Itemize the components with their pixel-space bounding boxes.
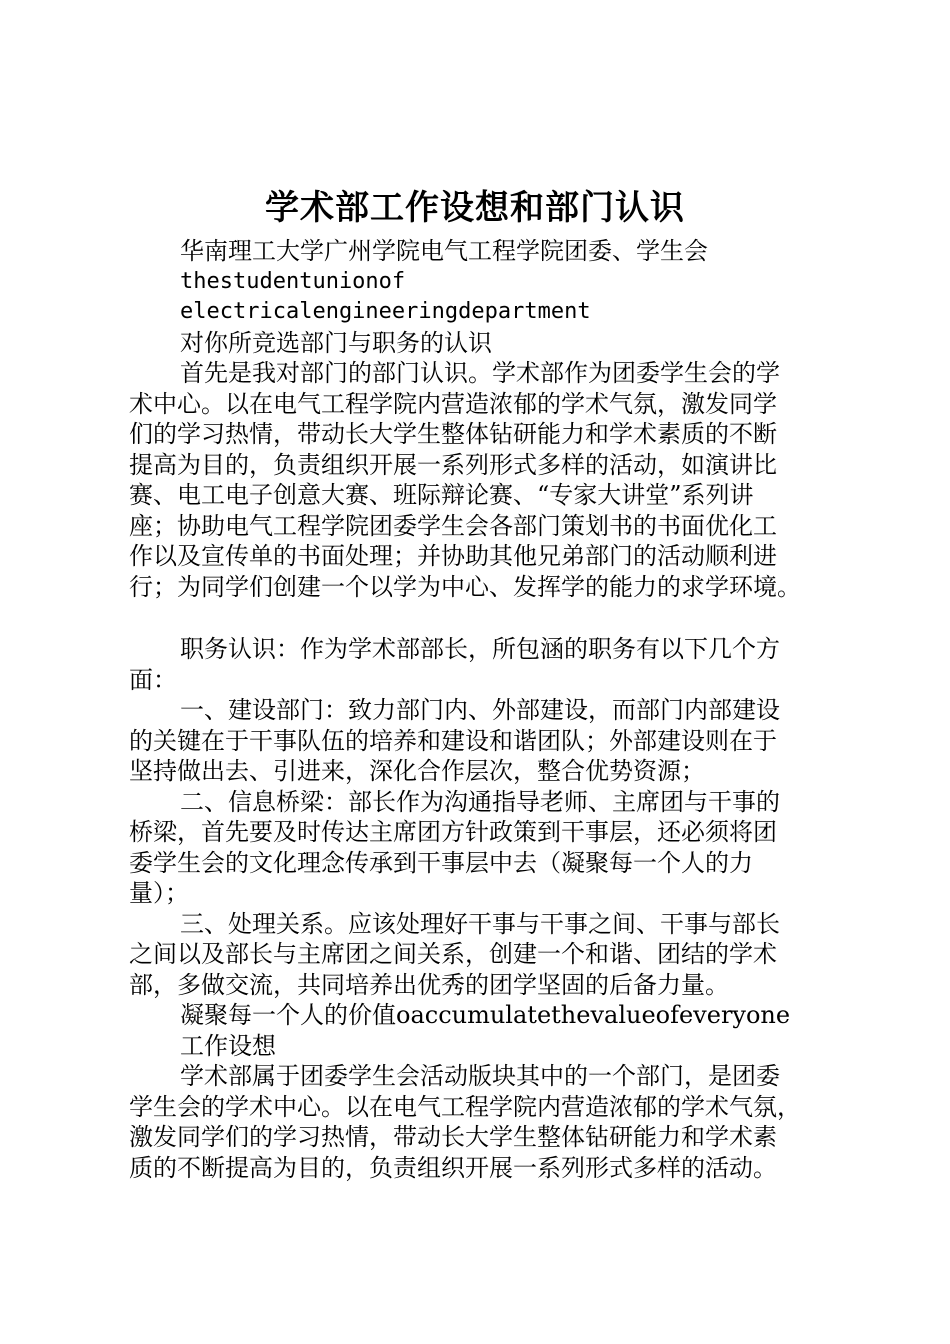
paragraph-line: 桥梁，首先要及时传达主席团方针政策到干事层，还必须将团 (129, 818, 777, 846)
paragraph-line: 术中心。以在电气工程学院内营造浓郁的学术气氛，激发同学 (129, 389, 777, 418)
paragraph-line: 三、处理关系。应该处理好干事与干事之间、干事与部长 (180, 909, 780, 938)
paragraph (129, 267, 843, 298)
paragraph-line: 们的学习热情，带动长大学生整体钻研能力和学术素质的不断 (129, 420, 777, 448)
paragraph (129, 236, 843, 267)
paragraph-line: 学生会的学术中心。以在电气工程学院内营造浓郁的学术气氛， (129, 1092, 801, 1121)
paragraph-line: 职务认识：作为学术部部长，所包涵的职务有以下几个方 (180, 635, 780, 663)
paragraph-line: 凝聚每一个人的价值oaccumulatethevalueofeveryone (180, 1001, 791, 1029)
paragraph-line: 提高为目的，负责组织开展一系列形式多样的活动，如演讲比 (129, 450, 777, 479)
paragraph-line: 激发同学们的学习热情，带动长大学生整体钻研能力和学术素 (129, 1123, 777, 1151)
paragraph (129, 328, 843, 359)
paragraph-line: 学术部属于团委学生会活动版块其中的一个部门，是团委 (180, 1062, 780, 1090)
paragraph-line: 作以及宣传单的书面处理；并协助其他兄弟部门的活动顺利进 (129, 542, 777, 570)
paragraph-line: 部，多做交流，共同培养出优秀的团学坚固的后备力量。 (129, 970, 729, 999)
paragraph-line: 面： (129, 665, 177, 694)
paragraph-line: 一、建设部门：致力部门内、外部建设，而部门内部建设 (180, 696, 780, 724)
paragraph (129, 1061, 843, 1183)
paragraph-line: 质的不断提高为目的，负责组织开展一系列形式多样的活动。 (129, 1153, 777, 1182)
paragraph-line: thestudentunionof (180, 268, 406, 294)
paragraph (129, 358, 843, 602)
paragraph-line: 行；为同学们创建一个以学为中心、发挥学的能力的求学环境。 (129, 572, 801, 601)
paragraph-line: 工作设想 (180, 1031, 276, 1060)
paragraph-line: 的关键在于干事队伍的培养和建设和谐团队；外部建设则在于 (129, 726, 777, 755)
paragraph-line: electricalengineeringdepartment (180, 299, 591, 324)
document-title: 学术部工作设想和部门认识 (265, 188, 685, 228)
paragraph (129, 1000, 843, 1031)
paragraph-line: 对你所竞选部门与职务的认识 (180, 328, 492, 357)
paragraph-line: 量）； (129, 879, 189, 907)
paragraph-line: 二、信息桥梁：部长作为沟通指导老师、主席团与干事的 (180, 787, 780, 816)
paragraph-line: 赛、电工电子创意大赛、班际辩论赛、“专家大讲堂”系列讲 (129, 481, 754, 509)
paragraph-line: 首先是我对部门的部门认识。学术部作为团委学生会的学 (180, 359, 780, 387)
paragraph (129, 1031, 843, 1062)
paragraph-line: 之间以及部长与主席团之间关系，创建一个和谐、团结的学术 (129, 940, 777, 968)
paragraph (129, 695, 843, 787)
paragraph-line: 华南理工大学广州学院电气工程学院团委、学生会 (180, 237, 708, 265)
paragraph-line: 座；协助电气工程学院团委学生会各部门策划书的书面优化工 (129, 511, 777, 540)
paragraph (129, 634, 843, 695)
paragraph (129, 909, 843, 1001)
paragraph (129, 787, 843, 909)
paragraph-line: 委学生会的文化理念传承到干事层中去（凝聚每一个人的力 (129, 848, 753, 877)
paragraph-spacer (129, 602, 843, 634)
document-body (129, 236, 843, 1183)
paragraph (129, 297, 843, 328)
paragraph-line: 坚持做出去、引进来，深化合作层次，整合优势资源； (129, 757, 705, 785)
